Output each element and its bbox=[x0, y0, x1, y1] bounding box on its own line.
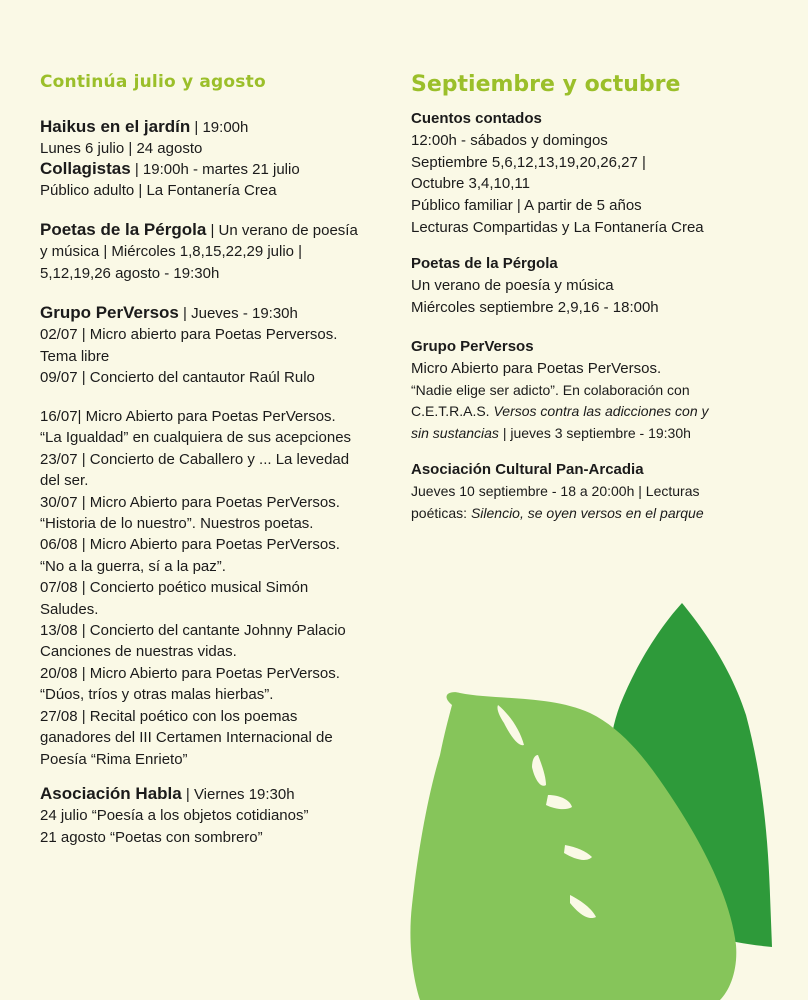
event-pergola-september bbox=[411, 253, 781, 318]
list-item: 13/08 | Concierto del cantante Johnny Palacio bbox=[40, 622, 346, 640]
list-item: Septiembre 5,6,12,13,19,20,26,27 | bbox=[411, 153, 646, 171]
section-title-septiembre-octubre: Septiembre y octubre bbox=[411, 72, 681, 97]
list-item: | jueves 3 septiembre - 19:30h bbox=[498, 425, 691, 442]
list-item: 12:00h - sábados y domingos bbox=[411, 131, 608, 149]
list-item: 02/07 | Micro abierto para Poetas Perversos. bbox=[40, 326, 338, 344]
list-item: 24 julio “Poesía a los objetos cotidianos” bbox=[40, 807, 309, 825]
list-item: Miércoles septiembre 2,9,16 - 18:00h bbox=[411, 298, 659, 316]
event-habla bbox=[40, 783, 392, 848]
event-perversos-september bbox=[411, 336, 781, 445]
list-item: poéticas: bbox=[411, 504, 471, 521]
list-item: 27/08 | Recital poético con los poemas bbox=[40, 707, 298, 725]
list-item: 09/07 | Concierto del cantautor Raúl Rulo bbox=[40, 369, 315, 387]
list-item: 23/07 | Concierto de Caballero y ... La levedad bbox=[40, 450, 350, 468]
list-item: Saludes. bbox=[40, 600, 99, 618]
event-cuentos bbox=[411, 108, 781, 239]
event-info: 5,12,19,26 agosto - 19:30h bbox=[40, 264, 220, 282]
event-info: | 19:00h - martes 21 julio bbox=[130, 161, 300, 178]
event-panarcadia bbox=[411, 459, 781, 524]
event-name: Cuentos contados bbox=[411, 110, 542, 127]
section-title-julio-agosto: Continúa julio y agosto bbox=[40, 72, 266, 92]
list-item: Canciones de nuestras vidas. bbox=[40, 643, 237, 661]
event-info: | Un verano de poesía bbox=[206, 222, 358, 239]
list-item: C.E.T.R.A.S. bbox=[411, 403, 494, 420]
event-info: | Jueves - 19:30h bbox=[178, 305, 298, 322]
list-item: Micro Abierto para Poetas PerVersos. bbox=[411, 359, 662, 377]
list-item: “La Igualdad” en cualquiera de sus acepciones bbox=[40, 429, 352, 447]
list-item: del ser. bbox=[40, 472, 89, 490]
list-item: Jueves 10 septiembre - 18 a 20:00h | Lecturas bbox=[411, 482, 700, 499]
list-item-italic: Silencio, se oyen versos en el parque bbox=[470, 504, 704, 521]
list-item: Poesía “Rima Enrieto” bbox=[40, 750, 188, 768]
list-item: 21 agosto “Poetas con sombrero” bbox=[40, 828, 263, 846]
list-item: “Historia de lo nuestro”. Nuestros poetas. bbox=[40, 515, 314, 533]
event-info: y música | Miércoles 1,8,15,22,29 julio | bbox=[40, 243, 303, 261]
event-audience: Público adulto | La Fontanería Crea bbox=[40, 182, 277, 200]
event-name: Asociación Cultural Pan-Arcadia bbox=[411, 461, 644, 478]
event-dates: Lunes 6 julio | 24 agosto bbox=[40, 140, 203, 158]
event-name: Asociación Habla bbox=[40, 784, 182, 803]
event-time: | 19:00h bbox=[190, 119, 249, 136]
list-item: Público familiar | A partir de 5 años bbox=[411, 197, 642, 215]
list-item: “Dúos, tríos y otras malas hierbas”. bbox=[40, 686, 274, 704]
list-item: Un verano de poesía y música bbox=[411, 276, 614, 294]
list-item: ganadores del III Certamen Internacional de bbox=[40, 729, 333, 747]
event-info: | Viernes 19:30h bbox=[181, 786, 295, 803]
list-item: 16/07| Micro Abierto para Poetas PerVersos. bbox=[40, 408, 336, 425]
event-name: Haikus en el jardín bbox=[40, 117, 191, 136]
event-perversos-summer bbox=[40, 302, 392, 389]
list-item-italic: Versos contra las adicciones con y bbox=[493, 403, 709, 420]
event-name: Grupo PerVersos bbox=[40, 303, 179, 322]
list-item: “No a la guerra, sí a la paz”. bbox=[40, 557, 226, 575]
event-haikus bbox=[40, 116, 392, 160]
list-item: 30/07 | Micro Abierto para Poetas PerVersos. bbox=[40, 493, 340, 511]
event-name: Grupo PerVersos bbox=[411, 338, 534, 355]
list-item: 06/08 | Micro Abierto para Poetas PerVersos. bbox=[40, 536, 340, 554]
list-item: Octubre 3,4,10,11 bbox=[411, 175, 530, 193]
list-item: Tema libre bbox=[40, 347, 110, 365]
event-collagistas bbox=[40, 158, 392, 202]
event-pergola-summer bbox=[40, 219, 392, 284]
list-item: 20/08 | Micro Abierto para Poetas PerVersos. bbox=[40, 664, 340, 682]
list-item: Lecturas Compartidas y La Fontanería Crea bbox=[411, 218, 704, 236]
event-name: Poetas de la Pérgola bbox=[411, 255, 558, 272]
list-item-italic: sin sustancias bbox=[411, 425, 499, 442]
perversos-schedule bbox=[40, 406, 392, 770]
list-item: 07/08 | Concierto poético musical Simón bbox=[40, 579, 309, 597]
event-name: Poetas de la Pérgola bbox=[40, 220, 207, 239]
monstera-leaves-illustration bbox=[400, 595, 808, 1000]
list-item: “Nadie elige ser adicto”. En colaboración con bbox=[411, 381, 690, 398]
event-name: Collagistas bbox=[40, 159, 131, 178]
